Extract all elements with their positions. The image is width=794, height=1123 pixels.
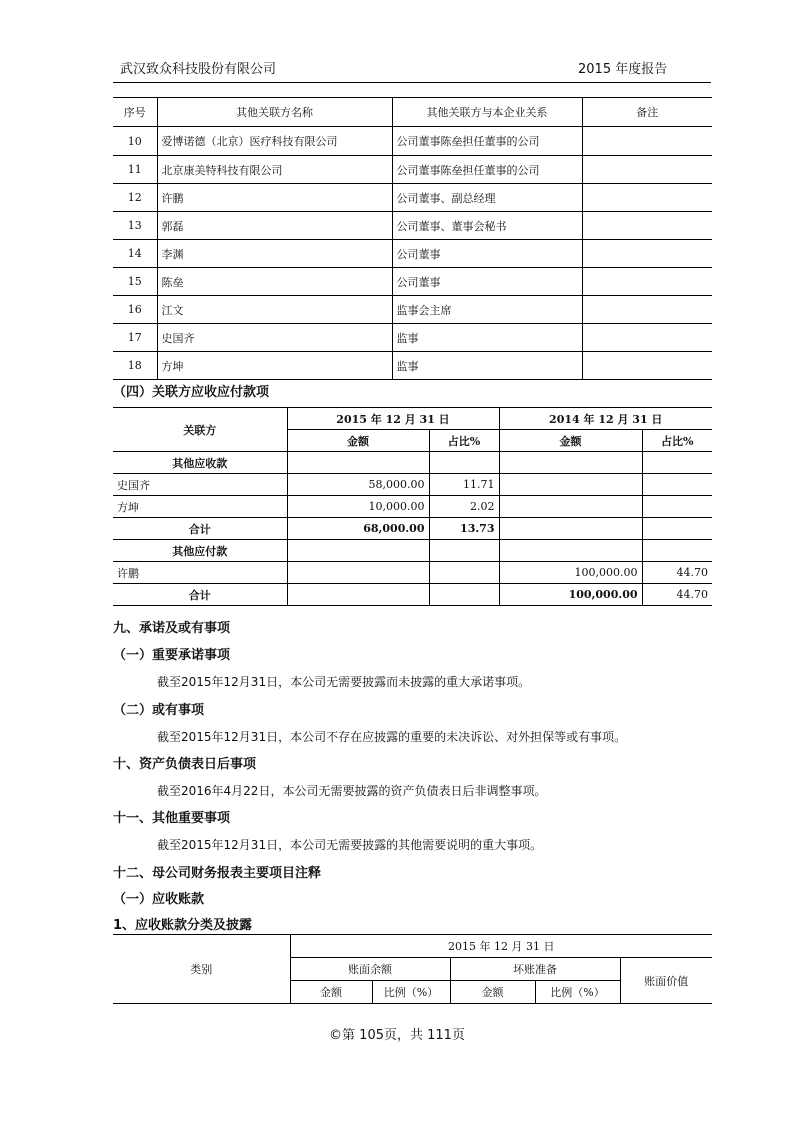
cell-party: 史国齐: [113, 474, 287, 496]
cell-amount-2014: 100,000.00: [499, 584, 642, 606]
table-row: [113, 268, 712, 296]
cell-ratio-2014: [642, 496, 712, 518]
col-header-2015: 2015 年 12 月 31 日: [287, 408, 499, 430]
cell-relation: 公司董事: [392, 268, 582, 296]
table-row: [113, 127, 712, 156]
col-header-remark: 备注: [582, 98, 712, 127]
table-row: [113, 474, 712, 496]
table-row: [113, 156, 712, 184]
cell-remark: [582, 127, 712, 156]
cell-party: 合计: [113, 518, 287, 540]
receivables-payables-table: [113, 407, 712, 606]
cell-party: 方坤: [113, 496, 287, 518]
col-header-book-balance: 账面余额: [290, 958, 450, 981]
col-header-bad-debt-ratio: 比例（%）: [535, 981, 620, 1004]
subsection-title-contingencies: （二）或有事项: [113, 703, 205, 718]
cell-name: 许鹏: [157, 184, 392, 212]
cell-ratio-2015: 11.71: [429, 474, 499, 496]
table-row: [113, 518, 712, 540]
cell-ratio-2015: [429, 540, 499, 562]
cell-amount-2014: [499, 474, 642, 496]
cell-ratio-2015: 2.02: [429, 496, 499, 518]
cell-relation: 公司董事、董事会秘书: [392, 212, 582, 240]
col-header-seq: 序号: [113, 98, 157, 127]
cell-name: 江文: [157, 296, 392, 324]
cell-relation: 监事: [392, 352, 582, 380]
table-row: [113, 324, 712, 352]
cell-remark: [582, 212, 712, 240]
cell-amount-2014: [499, 518, 642, 540]
table-row: [113, 584, 712, 606]
cell-name: 爱博诺德（北京）医疗科技有限公司: [157, 127, 392, 156]
col-header-name: 其他关联方名称: [157, 98, 392, 127]
section-title-parent-notes: 十二、母公司财务报表主要项目注释: [113, 866, 322, 881]
subsection-title-receivable-classification: 1、应收账款分类及披露: [113, 918, 253, 933]
cell-party: 其他应收款: [113, 452, 287, 474]
cell-seq: 11: [113, 156, 157, 184]
cell-seq: 14: [113, 240, 157, 268]
paragraph-other-matters: 截至2015年12月31日，本公司无需要披露的其他需要说明的重大事项。: [157, 838, 543, 852]
cell-amount-2015: [287, 452, 429, 474]
cell-name: 陈垒: [157, 268, 392, 296]
cell-seq: 12: [113, 184, 157, 212]
receivable-classification-table: [113, 934, 712, 1004]
col-header-book-value: 账面价值: [620, 958, 712, 1004]
cell-amount-2015: [287, 540, 429, 562]
cell-remark: [582, 324, 712, 352]
cell-seq: 16: [113, 296, 157, 324]
table-row: [113, 296, 712, 324]
cell-party: 其他应付款: [113, 540, 287, 562]
cell-party: 许鹏: [113, 562, 287, 584]
related-parties-table: [113, 97, 712, 380]
paragraph-post-balance-events: 截至2016年4月22日，本公司无需要披露的资产负债表日后非调整事项。: [157, 784, 547, 798]
col-header-party: 关联方: [113, 408, 287, 452]
table-row: [113, 540, 712, 562]
table-row: [113, 562, 712, 584]
cell-relation: 公司董事、副总经理: [392, 184, 582, 212]
cell-amount-2014: [499, 452, 642, 474]
cell-name: 李渊: [157, 240, 392, 268]
cell-amount-2015: 10,000.00: [287, 496, 429, 518]
cell-amount-2014: [499, 540, 642, 562]
cell-remark: [582, 156, 712, 184]
cell-ratio-2014: [642, 474, 712, 496]
cell-seq: 15: [113, 268, 157, 296]
cell-relation: 监事: [392, 324, 582, 352]
cell-remark: [582, 352, 712, 380]
col-header-2014: 2014 年 12 月 31 日: [499, 408, 712, 430]
col-header-ratio-2015: 占比%: [429, 430, 499, 452]
subsection-title-commitments: （一）重要承诺事项: [113, 648, 231, 663]
paragraph-contingencies: 截至2015年12月31日，本公司不存在应披露的重要的未决诉讼、对外担保等或有事项。: [157, 730, 627, 744]
header-divider: [113, 82, 711, 83]
cell-relation: 公司董事: [392, 240, 582, 268]
cell-amount-2015: [287, 584, 429, 606]
section-title-receivables-payables: （四）关联方应收应付款项: [113, 385, 270, 400]
cell-amount-2014: 100,000.00: [499, 562, 642, 584]
header-company: 武汉致众科技股份有限公司: [120, 62, 277, 77]
cell-ratio-2014: [642, 518, 712, 540]
cell-ratio-2015: 13.73: [429, 518, 499, 540]
table-row: [113, 352, 712, 380]
col-header-ratio-2014: 占比%: [642, 430, 712, 452]
cell-remark: [582, 268, 712, 296]
table-row: [113, 496, 712, 518]
paragraph-commitments: 截至2015年12月31日，本公司无需要披露而未披露的重大承诺事项。: [157, 675, 531, 689]
cell-name: 北京康美特科技有限公司: [157, 156, 392, 184]
col-header-relation: 其他关联方与本企业关系: [392, 98, 582, 127]
cell-seq: 18: [113, 352, 157, 380]
table-header-row: [113, 98, 712, 127]
table-header-row: [113, 935, 712, 958]
cell-party: 合计: [113, 584, 287, 606]
page-footer: ©第 105页，共 111页: [329, 1028, 465, 1043]
cell-seq: 13: [113, 212, 157, 240]
table-row: [113, 184, 712, 212]
cell-seq: 10: [113, 127, 157, 156]
col-header-amount-2014: 金额: [499, 430, 642, 452]
col-header-bad-debt: 坏账准备: [450, 958, 620, 981]
cell-relation: 公司董事陈垒担任董事的公司: [392, 156, 582, 184]
cell-ratio-2014: [642, 452, 712, 474]
cell-amount-2015: 58,000.00: [287, 474, 429, 496]
col-header-balance-amount: 金额: [290, 981, 372, 1004]
cell-remark: [582, 240, 712, 268]
section-title-post-balance-events: 十、资产负债表日后事项: [113, 757, 257, 772]
table-row: [113, 212, 712, 240]
cell-amount-2014: [499, 496, 642, 518]
cell-ratio-2014: [642, 540, 712, 562]
cell-name: 史国齐: [157, 324, 392, 352]
cell-amount-2015: [287, 562, 429, 584]
subsection-title-accounts-receivable: （一）应收账款: [113, 892, 205, 907]
table-row: [113, 452, 712, 474]
cell-name: 方坤: [157, 352, 392, 380]
col-header-balance-ratio: 比例（%）: [372, 981, 450, 1004]
cell-relation: 监事会主席: [392, 296, 582, 324]
table-row: [113, 240, 712, 268]
section-title-commitments: 九、承诺及或有事项: [113, 621, 231, 636]
cell-relation: 公司董事陈垒担任董事的公司: [392, 127, 582, 156]
col-header-category: 类别: [113, 935, 290, 1004]
cell-ratio-2015: [429, 562, 499, 584]
table-header-row: [113, 408, 712, 430]
cell-seq: 17: [113, 324, 157, 352]
cell-amount-2015: 68,000.00: [287, 518, 429, 540]
cell-remark: [582, 296, 712, 324]
section-title-other-matters: 十一、其他重要事项: [113, 811, 231, 826]
col-header-bad-debt-amount: 金额: [450, 981, 535, 1004]
cell-ratio-2014: 44.70: [642, 584, 712, 606]
cell-ratio-2015: [429, 584, 499, 606]
cell-remark: [582, 184, 712, 212]
header-report-title: 2015 年度报告: [578, 62, 668, 77]
cell-ratio-2014: 44.70: [642, 562, 712, 584]
cell-name: 郭磊: [157, 212, 392, 240]
cell-ratio-2015: [429, 452, 499, 474]
col-header-date: 2015 年 12 月 31 日: [290, 935, 712, 958]
col-header-amount-2015: 金额: [287, 430, 429, 452]
